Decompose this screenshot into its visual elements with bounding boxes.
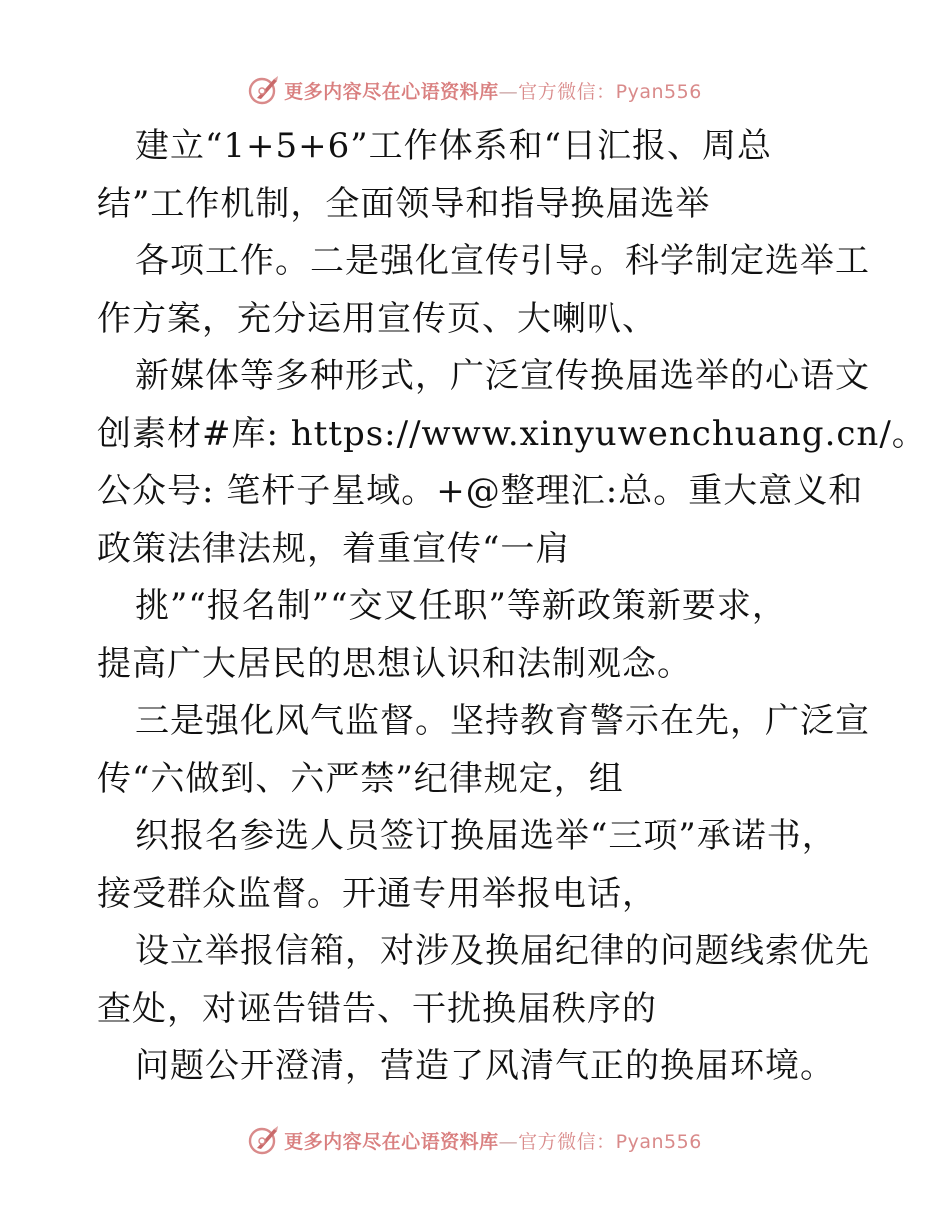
watermark-text: [284, 1127, 702, 1154]
text-line: 提高广大居民的思想认识和法制观念。: [97, 643, 692, 684]
quill-logo-icon: [248, 1124, 280, 1156]
text-line: 作方案，充分运用宣传页、大喇叭、: [97, 298, 657, 339]
watermark-separator: —: [498, 80, 519, 103]
quill-logo-icon: [248, 74, 280, 106]
watermark-brand: 更多内容尽在心语资料库: [284, 80, 499, 103]
watermark-brand: 更多内容尽在心语资料库: [284, 1130, 499, 1153]
text-line: 问题公开澄清，营造了风清气正的换届环境。: [135, 1046, 835, 1086]
text-line: 政策法律法规，着重宣传“一肩: [97, 528, 571, 569]
text-line: 查处，对诬告错告、干扰换届秩序的: [97, 988, 657, 1029]
text-line: 公众号: 笔杆子星域。+@整理汇:总。重大意义和: [97, 471, 864, 511]
text-line: 传“六做到、六严禁”纪律规定，组: [97, 758, 624, 799]
text-line: 三是强化风气监督。坚持教育警示在先，广泛宣: [135, 701, 870, 741]
text-line: 建立“1+5+6”工作体系和“日汇报、周总: [135, 126, 773, 166]
text-line: 挑”“报名制”“交叉任职”等新政策新要求，: [135, 586, 787, 626]
text-line: 接受群众监督。开通专用举报电话，: [97, 873, 657, 914]
text-line: 各项工作。二是强化宣传引导。科学制定选举工: [135, 241, 870, 281]
document-body: [97, 118, 927, 1096]
watermark-wechat: 官方微信：Pyan556: [518, 1130, 702, 1153]
footer-watermark: [0, 1122, 950, 1158]
text-line: 创素材#库: https://www.xinyuwenchuang.cn/。: [97, 413, 927, 454]
text-line: 织报名参选人员签订换届选举“三项”承诺书，: [135, 816, 837, 856]
watermark-separator: —: [498, 1130, 519, 1153]
header-watermark: [0, 72, 950, 108]
watermark-text: [284, 77, 702, 104]
watermark-wechat: 官方微信：Pyan556: [518, 80, 702, 103]
text-line: 设立举报信箱，对涉及换届纪律的问题线索优先: [135, 931, 870, 971]
text-line: 新媒体等多种形式，广泛宣传换届选举的心语文: [135, 356, 870, 396]
text-line: 结”工作机制，全面领导和指导换届选举: [97, 183, 711, 224]
